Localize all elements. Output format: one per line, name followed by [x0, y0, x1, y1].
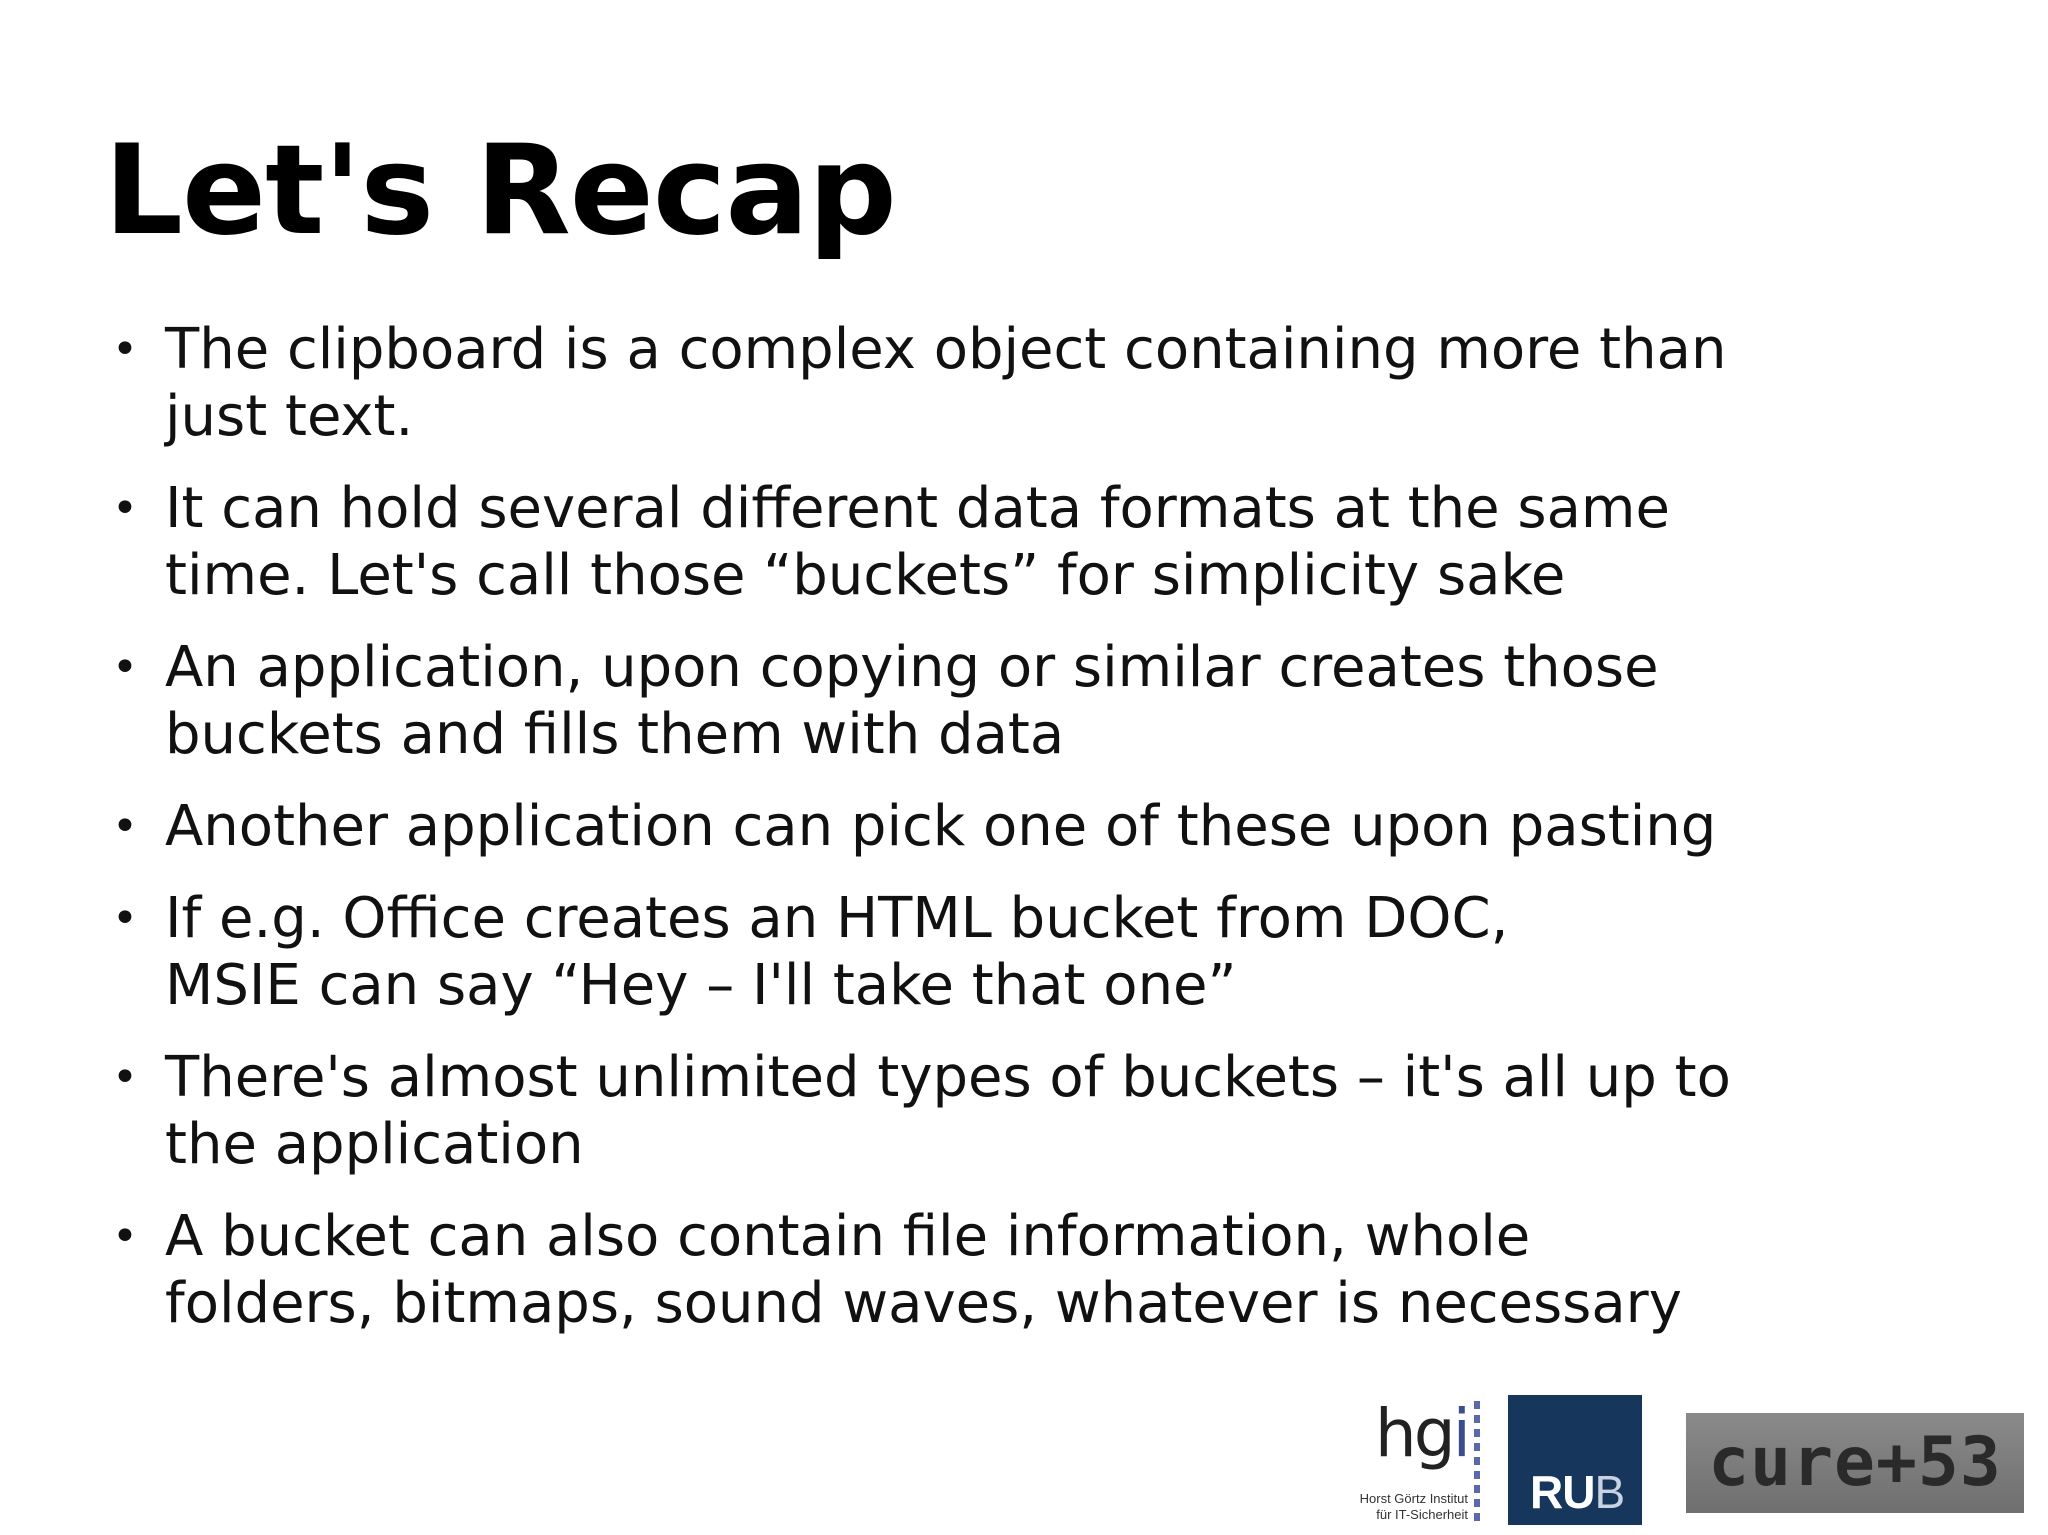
bullet-list [112, 316, 1852, 1362]
bullet-item: • A bucket can also contain file information, whole folders, bitmaps, sound waves, whatever is necessary [112, 1203, 1852, 1337]
hgi-logo-caption [1360, 1491, 1468, 1523]
bullet-item: • An application, upon copying or similar creates those buckets and fills them with data [112, 634, 1852, 768]
logo-bar [1330, 1395, 2030, 1525]
bullet-item: • The clipboard is a complex object containing more than just text. [112, 316, 1852, 450]
bullet-item: • Another application can pick one of these upon pasting [112, 793, 1852, 860]
hgi-logo-i: i [1452, 1395, 1468, 1472]
slide-title: Let's Recap [104, 119, 896, 263]
bullet-item: • It can hold several different data formats at the same time. Let's call those “buckets” for simplicity sake [112, 475, 1852, 609]
hgi-logo [1330, 1395, 1480, 1525]
rub-logo-text [1530, 1466, 1625, 1518]
cure53-logo [1686, 1413, 2024, 1513]
bullet-item: • If e.g. Office creates an HTML bucket from DOC, MSIE can say “Hey – I'll take that one” [112, 885, 1852, 1019]
hgi-logo-letters [1374, 1395, 1468, 1472]
hgi-logo-hg: hg [1374, 1395, 1453, 1472]
hgi-caption-line2: für IT-Sicherheit [1376, 1507, 1468, 1522]
rub-logo [1508, 1395, 1642, 1525]
cure53-logo-text: cure+53 [1708, 1423, 2002, 1502]
rub-logo-b: B [1594, 1466, 1625, 1518]
rub-logo-ru: RU [1530, 1466, 1595, 1518]
hgi-caption-line1: Horst Görtz Institut [1359, 1491, 1468, 1506]
hgi-logo-dots [1474, 1401, 1480, 1525]
bullet-item: • There's almost unlimited types of buckets – it's all up to the application [112, 1044, 1852, 1178]
